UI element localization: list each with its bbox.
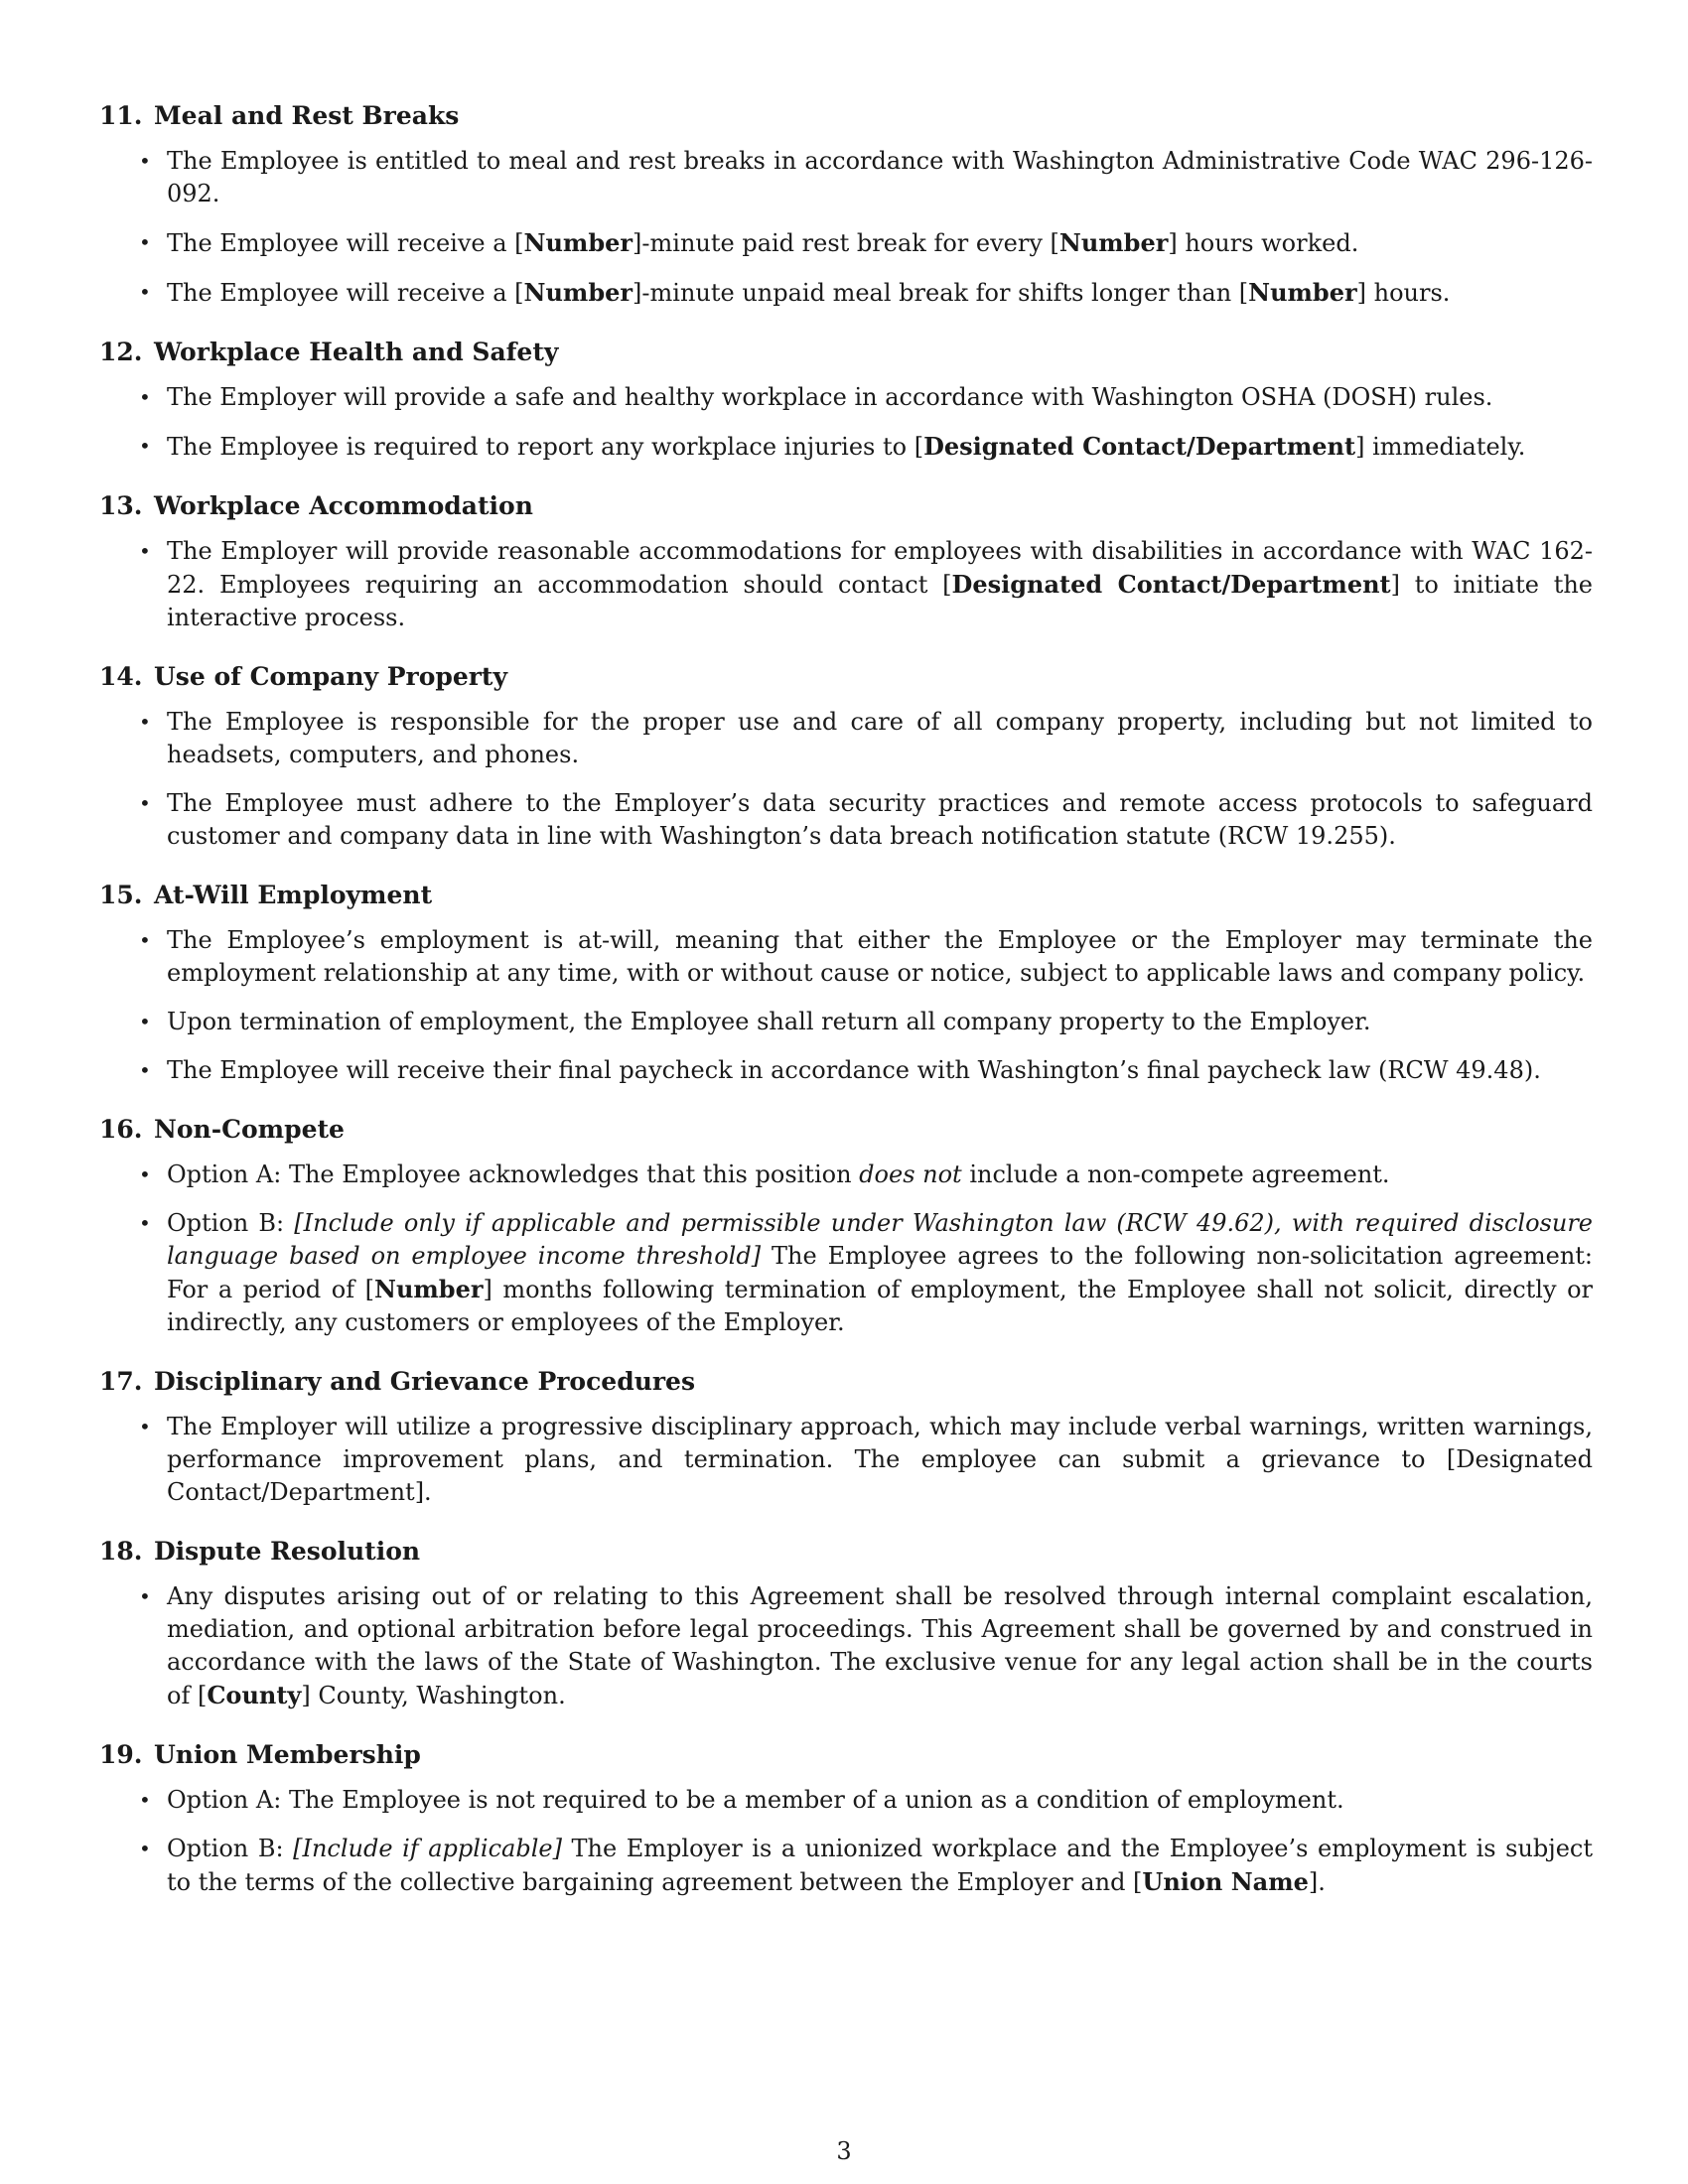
text-run: ] to initiate the interactive process. xyxy=(167,571,1594,631)
bullet-list xyxy=(99,1159,1593,1339)
text-run: Any disputes arising out of or relating to this Agreement shall be resolved through internal complaint escalation, mediation, and optional arbitration before legal proceedings. This Agreement shall be governed by and construed in accordance with the laws of the State of Washington. The exclusive venue for any legal action shall be in the courts of [ xyxy=(167,1582,1593,1709)
list-item xyxy=(139,1207,1594,1339)
bullet-icon: • xyxy=(139,1415,151,1438)
text-run: The Employee will receive a [ xyxy=(167,229,524,257)
bullet-icon: • xyxy=(139,1584,151,1608)
section-heading xyxy=(99,489,1593,523)
section-12 xyxy=(99,336,1593,464)
text-run: The Employee will receive a [ xyxy=(167,279,524,307)
bullet-list xyxy=(99,535,1593,634)
section-16 xyxy=(99,1113,1593,1339)
list-item xyxy=(139,381,1593,414)
list-item xyxy=(139,924,1593,990)
bullet-icon: • xyxy=(139,1211,151,1235)
section-number: 19. xyxy=(99,1740,143,1769)
section-13 xyxy=(99,489,1593,634)
bullet-list xyxy=(99,1784,1593,1899)
document-page xyxy=(99,99,1593,1925)
italic-note: [Include only if applicable and permissible under Washington law (RCW 49.62), with required disclosure language based on employee income threshold] xyxy=(167,1209,1593,1270)
bullet-icon: • xyxy=(139,280,151,304)
section-title: Workplace Accommodation xyxy=(154,491,533,520)
section-number: 16. xyxy=(99,1115,143,1144)
list-item xyxy=(139,1411,1593,1509)
page-number: 3 xyxy=(836,2137,852,2165)
bullet-icon: • xyxy=(139,710,151,734)
list-item xyxy=(139,1784,1593,1817)
text-run: The Employee agrees to the following non-solicitation agreement: For a period of [ xyxy=(167,1242,1594,1303)
text-run: The Employee is required to report any workplace injuries to [ xyxy=(167,433,924,461)
section-heading xyxy=(99,879,1593,912)
section-11 xyxy=(99,99,1593,310)
section-number: 14. xyxy=(99,662,143,691)
section-title: Non-Compete xyxy=(154,1115,345,1144)
text-run: The Employee is entitled to meal and rest breaks in accordance with Washington Administrative Code WAC 296-126-092. xyxy=(167,147,1593,207)
section-heading xyxy=(99,99,1593,133)
bullet-icon: • xyxy=(139,791,151,815)
bullet-icon: • xyxy=(139,928,151,952)
section-heading xyxy=(99,1113,1593,1147)
section-14 xyxy=(99,660,1593,853)
bullet-icon: • xyxy=(139,1058,151,1082)
list-item xyxy=(139,226,1593,260)
section-number: 11. xyxy=(99,101,143,130)
section-heading xyxy=(99,660,1593,694)
text-run: ]-minute unpaid meal break for shifts longer than [ xyxy=(633,279,1249,307)
section-15 xyxy=(99,879,1593,1087)
list-item xyxy=(139,787,1593,853)
section-17 xyxy=(99,1365,1593,1509)
section-number: 17. xyxy=(99,1367,143,1396)
bullet-icon: • xyxy=(139,230,151,254)
text-run: The Employee is responsible for the proper use and care of all company property, including but not limited to headsets, computers, and phones. xyxy=(167,708,1593,768)
text-run: The Employer will provide a safe and healthy workplace in accordance with Washington OSHA (DOSH) rules. xyxy=(167,383,1493,411)
text-run: Option B: xyxy=(167,1835,294,1862)
text-run: ] immediately. xyxy=(1355,433,1526,461)
text-run: Upon termination of employment, the Employee shall return all company property to the Employer. xyxy=(167,1008,1371,1035)
bullet-icon: • xyxy=(139,1788,151,1812)
section-title: Use of Company Property xyxy=(154,662,508,691)
bullet-list xyxy=(99,1411,1593,1509)
list-item xyxy=(139,1833,1594,1899)
section-heading xyxy=(99,336,1593,369)
list-item xyxy=(139,535,1594,634)
text-run: Option A: The Employee is not required to be a member of a union as a condition of employment. xyxy=(167,1786,1344,1814)
text-run: ] hours. xyxy=(1356,279,1451,307)
bullet-icon: • xyxy=(139,1010,151,1033)
bullet-icon: • xyxy=(139,1837,151,1860)
list-item xyxy=(139,1159,1593,1191)
section-number: 12. xyxy=(99,338,143,366)
placeholder-field: Designated Contact/Department xyxy=(951,570,1391,599)
placeholder-field: Number xyxy=(1248,278,1357,307)
section-title: Workplace Health and Safety xyxy=(154,338,559,366)
bullet-icon: • xyxy=(139,434,151,458)
sections-container xyxy=(99,99,1593,1899)
text-run: include a non-compete agreement. xyxy=(961,1160,1390,1188)
text-run: The Employee’s employment is at-will, meaning that either the Employee or the Employer may terminate the employment relationship at any time, with or without cause or notice, subject to applicable laws and company policy. xyxy=(167,926,1593,987)
text-run: ] County, Washington. xyxy=(301,1682,566,1709)
text-run: The Employer will provide reasonable accommodations for employees with disabilities in accordance with WAC 162-22. Employees requiring an accommodation should contact [ xyxy=(167,537,1593,599)
placeholder-field: Number xyxy=(523,278,633,307)
section-title: Union Membership xyxy=(154,1740,421,1769)
section-18 xyxy=(99,1535,1593,1712)
section-title: Dispute Resolution xyxy=(154,1537,421,1566)
list-item xyxy=(139,1580,1593,1712)
section-title: At-Will Employment xyxy=(154,881,433,909)
bullet-icon: • xyxy=(139,149,151,173)
italic-note: [Include if applicable] xyxy=(293,1835,562,1862)
section-heading xyxy=(99,1738,1593,1772)
text-run: ]. xyxy=(1308,1868,1326,1896)
text-run: The Employer will utilize a progressive disciplinary approach, which may include verbal warnings, written warnings, performance improvement plans, and termination. The employee can submit a grievance to [Designated Contact/Department]. xyxy=(167,1413,1593,1506)
text-run: ] months following termination of employment, the Employee shall not solicit, directly or indirectly, any customers or employees of the Employer. xyxy=(167,1276,1593,1336)
list-item xyxy=(139,706,1593,771)
bullet-list xyxy=(99,1580,1593,1712)
list-item xyxy=(139,1006,1593,1038)
bullet-list xyxy=(99,145,1593,310)
italic-note: does not xyxy=(859,1160,962,1188)
bullet-list xyxy=(99,706,1593,853)
text-run: The Employee will receive their final paycheck in accordance with Washington’s final paycheck law (RCW 49.48). xyxy=(167,1056,1541,1084)
placeholder-field: Number xyxy=(374,1275,484,1303)
text-run: Option A: The Employee acknowledges that this position xyxy=(167,1160,860,1188)
bullet-icon: • xyxy=(139,385,151,409)
section-number: 18. xyxy=(99,1537,143,1566)
text-run: The Employer is a unionized workplace and the Employee’s employment is subject to the terms of the collective bargaining agreement between the Employer and [ xyxy=(167,1835,1594,1896)
bullet-icon: • xyxy=(139,1162,151,1186)
list-item xyxy=(139,276,1593,310)
list-item xyxy=(139,1054,1593,1087)
text-run: Option B: xyxy=(167,1209,295,1237)
list-item xyxy=(139,145,1593,210)
text-run: ]-minute paid rest break for every [ xyxy=(633,229,1059,257)
bullet-icon: • xyxy=(139,539,151,563)
list-item xyxy=(139,430,1593,464)
section-number: 13. xyxy=(99,491,143,520)
placeholder-field: Union Name xyxy=(1142,1867,1309,1896)
section-number: 15. xyxy=(99,881,143,909)
bullet-list xyxy=(99,381,1593,464)
text-run: ] hours worked. xyxy=(1168,229,1359,257)
section-title: Disciplinary and Grievance Procedures xyxy=(154,1367,696,1396)
text-run: The Employee must adhere to the Employer’s data security practices and remote access protocols to safeguard customer and company data in line with Washington’s data breach notification statute (RCW 19.255). xyxy=(167,789,1593,850)
placeholder-field: Designated Contact/Department xyxy=(923,432,1356,461)
placeholder-field: County xyxy=(207,1681,302,1709)
placeholder-field: Number xyxy=(523,228,633,257)
section-heading xyxy=(99,1365,1593,1399)
section-19 xyxy=(99,1738,1593,1899)
placeholder-field: Number xyxy=(1058,228,1169,257)
bullet-list xyxy=(99,924,1593,1087)
section-heading xyxy=(99,1535,1593,1569)
section-title: Meal and Rest Breaks xyxy=(154,101,460,130)
